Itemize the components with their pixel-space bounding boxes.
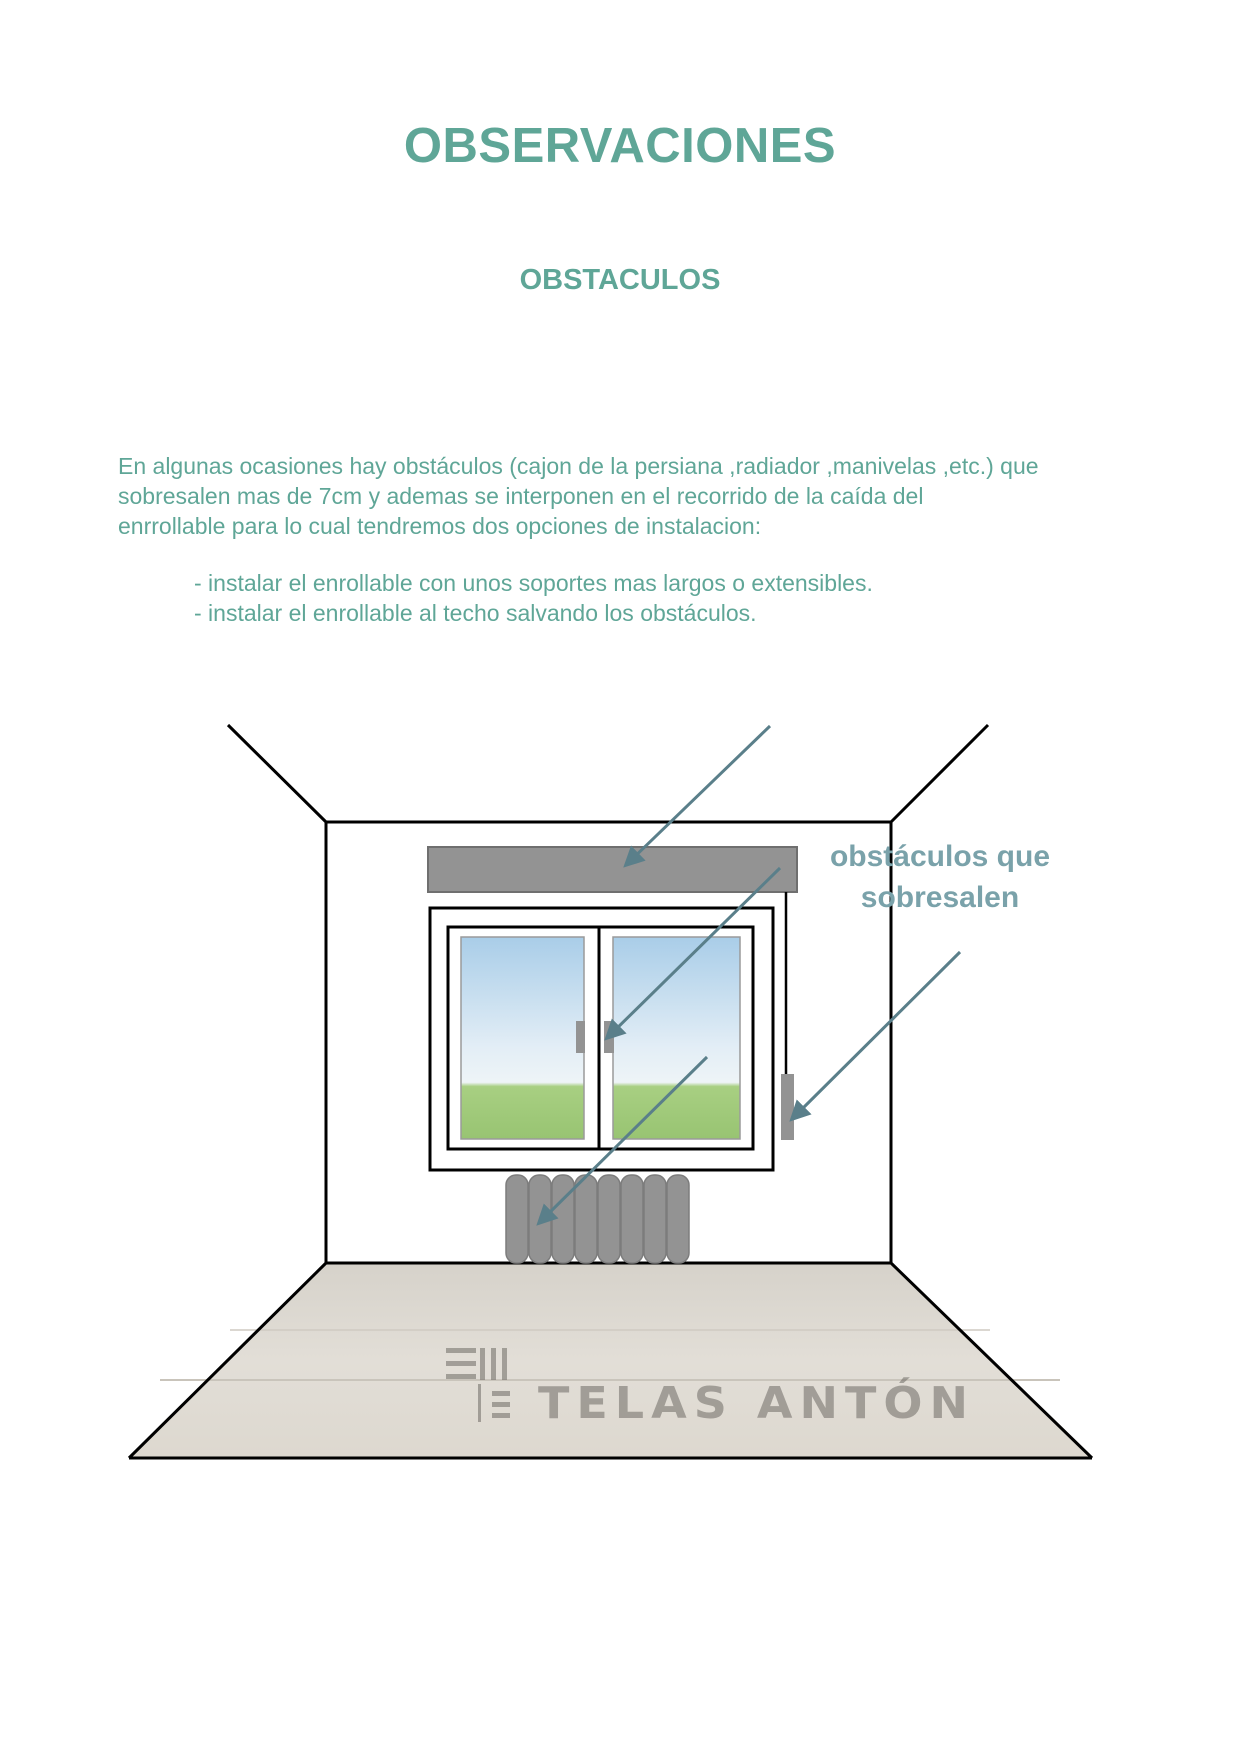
window-pane-right — [613, 937, 740, 1139]
logo-watermark: TELAS ANTÓN — [538, 1377, 975, 1429]
section-title: OBSTACULOS — [519, 264, 721, 296]
note-line: sobresalen — [860, 881, 1020, 914]
intro-line: En algunas ocasiones hay obstáculos (cajon de la persiana ,radiador ,manivelas ,etc.) que — [118, 453, 1039, 479]
intro-line: enrrollable para lo cual tendremos dos opciones de instalacion: — [118, 513, 762, 539]
page-title: OBSERVACIONES — [403, 119, 837, 173]
intro-line: sobresalen mas de 7cm y ademas se interponen en el recorrido de la caída del — [118, 483, 924, 509]
crank-obstacle — [781, 1074, 794, 1140]
installation-options-list — [194, 568, 1194, 628]
window-handle-obstacle — [576, 1021, 585, 1053]
option-item: - instalar el enrollable al techo salvando los obstáculos. — [194, 600, 757, 626]
arrow — [793, 952, 960, 1118]
room-illustration — [0, 720, 1240, 1480]
option-item: - instalar el enrollable con unos soportes mas largos o extensibles. — [194, 570, 873, 596]
note-line: obstáculos que — [829, 840, 1051, 873]
window-pane-left — [461, 937, 584, 1139]
arrow — [627, 726, 770, 864]
radiator-obstacle — [506, 1175, 689, 1263]
floor — [129, 1263, 1092, 1458]
intro-paragraph — [118, 451, 1158, 541]
obstacles-note — [800, 836, 1080, 918]
blind-box-obstacle — [428, 847, 797, 892]
